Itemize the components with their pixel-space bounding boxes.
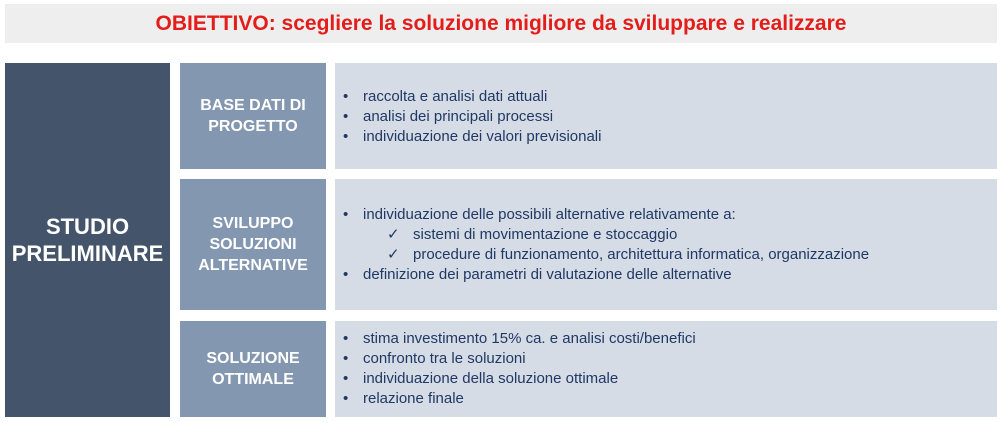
section-header-line: BASE DATI DI bbox=[200, 97, 306, 114]
section-content-base-dati bbox=[335, 63, 997, 169]
list-item bbox=[343, 107, 997, 127]
phase-label-line: STUDIO bbox=[45, 214, 130, 239]
list-item bbox=[343, 87, 997, 107]
item-text: relazione finale bbox=[363, 390, 464, 407]
item-text: individuazione delle possibili alternative relativamente a: bbox=[363, 206, 736, 223]
section-header-line: ALTERNATIVE bbox=[198, 257, 308, 274]
item-text: definizione dei parametri di valutazione delle alternative bbox=[363, 266, 732, 283]
item-text: procedure di funzionamento, architettura informatica, organizzazione bbox=[413, 246, 870, 263]
checkmark-icon: ✓ bbox=[387, 226, 400, 243]
item-text: individuazione dei valori previsionali bbox=[363, 128, 602, 145]
section-header-line: SVILUPPO bbox=[212, 215, 294, 232]
item-text: analisi dei principali processi bbox=[363, 108, 554, 125]
sub-list-item bbox=[343, 225, 997, 245]
list-item bbox=[343, 389, 997, 409]
section-content-sviluppo-soluzioni bbox=[335, 179, 997, 310]
page-title: OBIETTIVO: scegliere la soluzione migliore da sviluppare e realizzare bbox=[155, 11, 847, 35]
section-header-line: OTTIMALE bbox=[212, 371, 294, 388]
section-content-soluzione-ottimale bbox=[335, 321, 997, 417]
bullet-icon: • bbox=[343, 108, 349, 125]
item-text: sistemi di movimentazione e stoccaggio bbox=[413, 226, 678, 243]
bullet-icon: • bbox=[343, 330, 349, 347]
section-header-soluzione-ottimale bbox=[180, 321, 326, 417]
list-item bbox=[343, 205, 997, 225]
item-text: raccolta e analisi dati attuali bbox=[363, 88, 548, 105]
list-item bbox=[343, 349, 997, 369]
bullet-icon: • bbox=[343, 206, 349, 223]
section-header-base-dati bbox=[180, 63, 326, 169]
sub-list-item bbox=[343, 245, 997, 265]
item-text: confronto tra le soluzioni bbox=[363, 350, 526, 367]
bullet-icon: • bbox=[343, 370, 349, 387]
phase-block bbox=[5, 63, 170, 417]
bullet-icon: • bbox=[343, 88, 349, 105]
section-header-sviluppo-soluzioni bbox=[180, 179, 326, 310]
title-bar bbox=[5, 4, 997, 43]
list-item bbox=[343, 265, 997, 285]
list-item bbox=[343, 369, 997, 389]
phase-label-line: PRELIMINARE bbox=[11, 241, 164, 266]
checkmark-icon: ✓ bbox=[387, 246, 400, 263]
list-item bbox=[343, 127, 997, 147]
bullet-icon: • bbox=[343, 390, 349, 407]
list-item bbox=[343, 329, 997, 349]
bullet-icon: • bbox=[343, 128, 349, 145]
item-text: individuazione della soluzione ottimale bbox=[363, 370, 619, 387]
bullet-icon: • bbox=[343, 350, 349, 367]
bullet-icon: • bbox=[343, 266, 349, 283]
section-header-line: SOLUZIONE bbox=[206, 350, 300, 367]
item-text: stima investimento 15% ca. e analisi costi/benefici bbox=[363, 330, 696, 347]
section-header-line: PROGETTO bbox=[208, 118, 298, 135]
section-header-line: SOLUZIONI bbox=[209, 236, 297, 253]
